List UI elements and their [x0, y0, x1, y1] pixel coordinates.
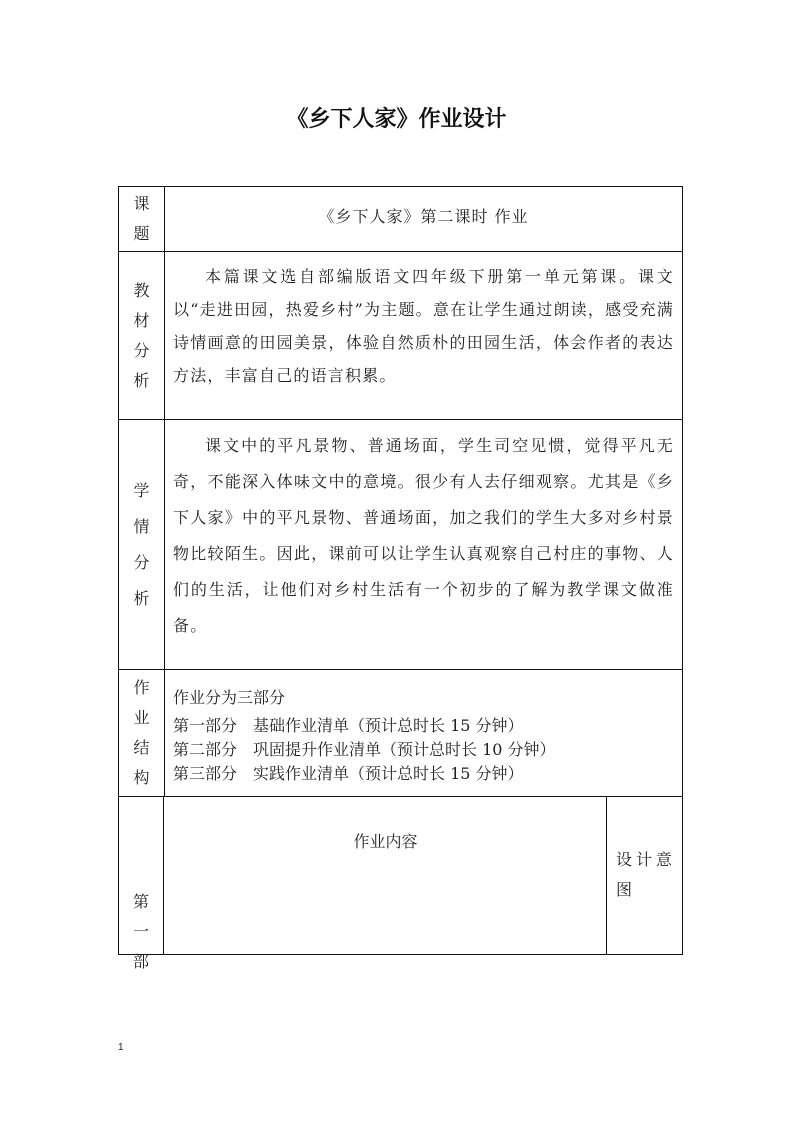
row-part1	[119, 796, 682, 971]
label-char: 课	[133, 194, 150, 213]
content-header: 作业内容	[165, 797, 607, 954]
row-material	[119, 251, 682, 419]
label-char: 题	[133, 224, 150, 243]
material-text: 本篇课文选自部编版语文四年级下册第一单元第课。课文以“走进田园，热爱乡村”为主题。意在让学生通过朗读，感受充满诗情画意的田园美景，体验自然质朴的田园生活，体会作者的表达方法，丰富自己的语言积累。	[173, 267, 674, 385]
students-text: 课文中的平凡景物、普通场面，学生司空见惯，觉得平凡无奇，不能深入体味文中的意境。很少有人去仔细观察。尤其是《乡下人家》中的平凡景物、普通场面，加之我们的学生大多对乡村景物比较陌生。因此，课前可以让学生认真观察自己村庄的事物、人们的生活，让他们对乡村生活有一个初步的了解为教学课文做准备。	[173, 436, 674, 635]
label-char: 材	[133, 310, 150, 330]
label-part1	[119, 797, 164, 971]
document-title: 《乡下人家》作业设计	[286, 106, 507, 132]
label-char: 析	[133, 588, 150, 608]
topic-text: 《乡下人家》第二课时 作业	[318, 207, 529, 226]
intent-header: 设计意图	[616, 850, 677, 899]
label-char: 作	[133, 678, 150, 697]
label-char: 业	[133, 708, 150, 727]
label-char: 学	[133, 480, 150, 500]
structure-line: 第三部分 实践作业清单（预计总时长 15 分钟）	[173, 764, 524, 783]
label-char: 分	[133, 340, 150, 360]
label-topic	[119, 187, 165, 251]
label-char: 部	[132, 952, 149, 971]
row-students	[119, 419, 682, 669]
structure-line: 第一部分 基础作业清单（预计总时长 15 分钟）	[173, 716, 524, 735]
structure-text	[165, 670, 682, 796]
label-char: 情	[133, 516, 150, 536]
structure-line: 第二部分 巩固提升作业清单（预计总时长 10 分钟）	[173, 740, 556, 759]
label-char: 第	[132, 892, 149, 911]
row-topic	[119, 187, 682, 251]
page-number: 1	[118, 1042, 124, 1053]
label-char: 构	[133, 768, 150, 787]
label-char: 教	[133, 280, 150, 300]
label-material	[119, 252, 165, 419]
label-char: 一	[132, 922, 149, 941]
label-char: 分	[133, 552, 150, 572]
label-students	[119, 420, 165, 669]
structure-line: 作业分为三部分	[173, 688, 286, 707]
label-char: 析	[133, 370, 150, 390]
assignment-table	[118, 186, 683, 971]
label-structure	[119, 670, 165, 796]
row-structure	[119, 669, 682, 796]
label-char: 结	[133, 738, 150, 757]
